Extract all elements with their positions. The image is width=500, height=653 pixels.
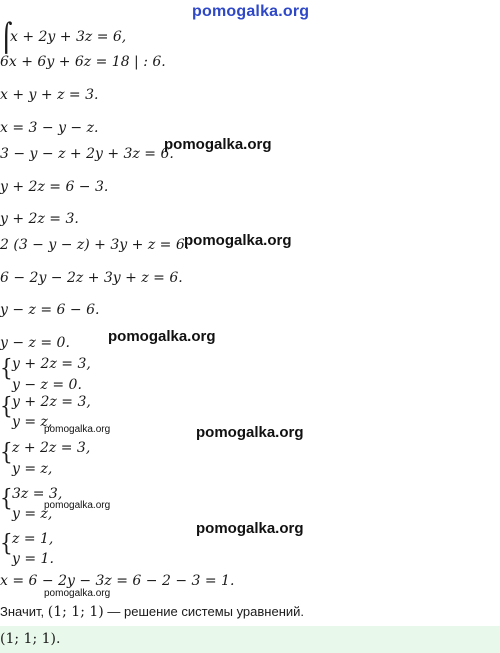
equation-line: y + 2z = 3. [0, 211, 79, 227]
system-brace: { [0, 483, 13, 512]
equation-line: 3 − y − z + 2y + 3z = 6. [0, 146, 174, 162]
equation-line: y + 2z = 3, [12, 356, 91, 372]
equation-line: z + 2z = 3, [12, 440, 91, 456]
equation-line: 2 (3 − y − z) + 3y + z = 6. [0, 237, 190, 253]
conclusion-math: (1; 1; 1) [47, 604, 104, 620]
watermark-small: pomogalka.org [44, 588, 111, 599]
equation-line: x + y + z = 3. [0, 87, 99, 103]
equation-line: x + 2y + 3z = 6, [10, 29, 127, 45]
equation-line: y = 1. [12, 551, 54, 567]
equation-line: y = z, [12, 461, 53, 477]
system-brace: { [0, 391, 13, 420]
system-brace: { [0, 528, 13, 557]
watermark-small: pomogalka.org [44, 500, 111, 511]
watermark-small: pomogalka.org [44, 424, 111, 435]
equation-line: 6x + 6y + 6z = 18 | : 6. [0, 54, 166, 70]
equation-line: y + 2z = 6 − 3. [0, 179, 109, 195]
watermark: pomogalka.org [196, 424, 304, 441]
equation-line: y = z, [12, 414, 53, 430]
equation-line: x = 3 − y − z. [0, 120, 99, 136]
conclusion-prefix: Значит, [0, 604, 45, 619]
conclusion-text [0, 604, 304, 620]
equation-line: 6 − 2y − 2z + 3y + z = 6. [0, 270, 183, 286]
watermark-top: pomogalka.org [192, 3, 310, 20]
equation-line: 3z = 3, [12, 486, 63, 502]
equation-line: x = 6 − 2y − 3z = 6 − 2 − 3 = 1. [0, 573, 235, 589]
equation-line: z = 1, [12, 531, 54, 547]
watermark: pomogalka.org [108, 328, 216, 345]
equation-line: y + 2z = 3, [12, 394, 91, 410]
watermark: pomogalka.org [184, 232, 292, 249]
equation-line: y = z, [12, 506, 53, 522]
conclusion-suffix: — решение системы уравнений. [107, 604, 305, 619]
equation-line: y − z = 6 − 6. [0, 302, 100, 318]
answer-text: (1; 1; 1). [0, 631, 61, 647]
watermark: pomogalka.org [164, 136, 272, 153]
equation-line: y − z = 0. [12, 377, 82, 393]
system-brace: { [0, 437, 13, 466]
equation-line: y − z = 0. [0, 335, 70, 351]
watermark: pomogalka.org [196, 520, 304, 537]
system-brace: { [0, 353, 13, 382]
answer-box [0, 626, 500, 653]
system-brace: ⌠ [0, 21, 13, 54]
